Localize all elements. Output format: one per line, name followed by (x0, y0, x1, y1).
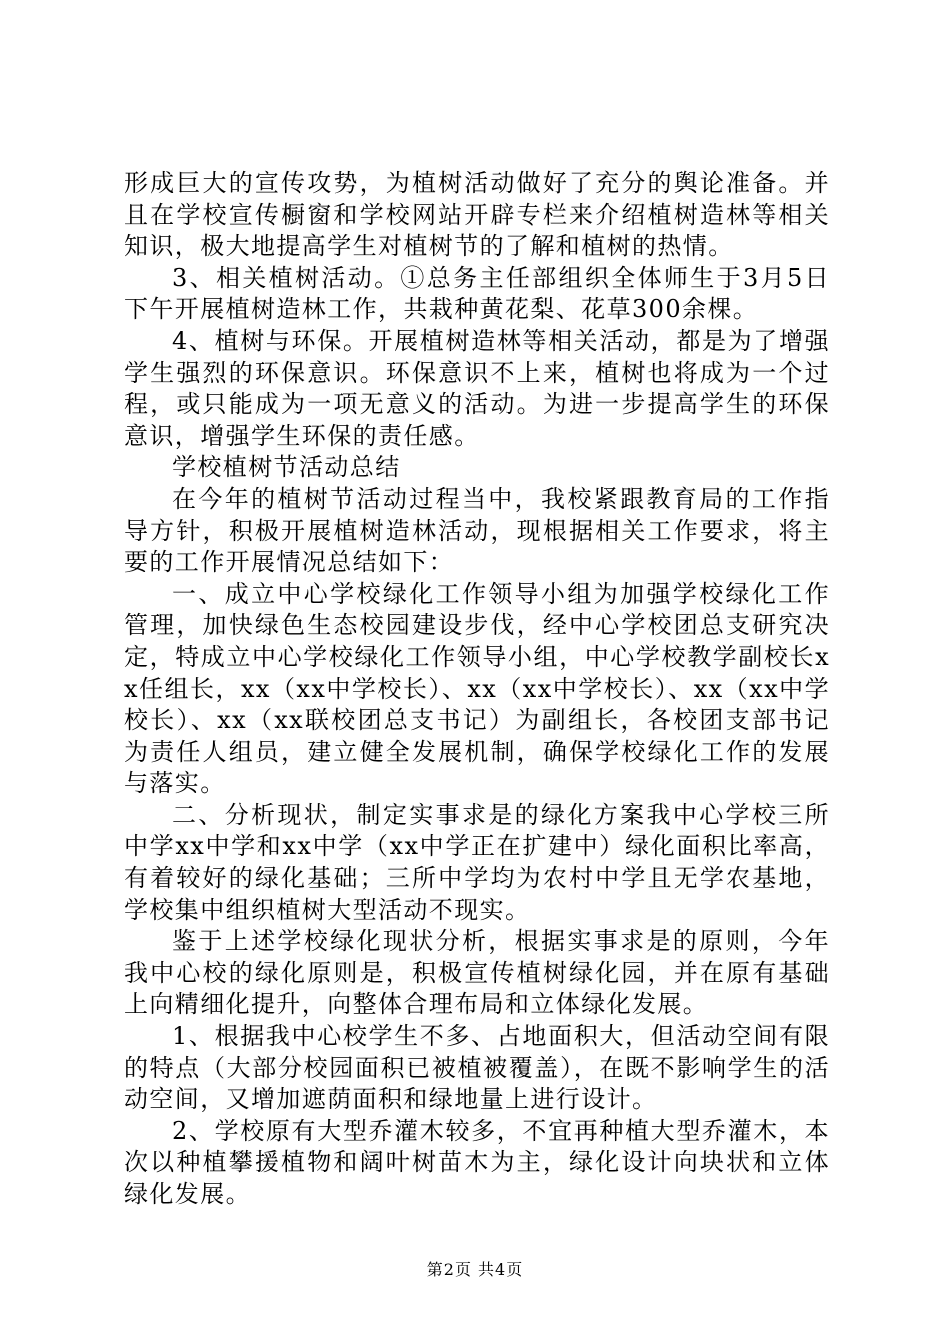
paragraph-propaganda-continued: 形成巨大的宣传攻势，为植树活动做好了充分的舆论准备。并且在学校宣传橱窗和学校网站开辟专栏来介绍植树造林等相关知识，极大地提高学生对植树节的了解和植树的热情。 (124, 169, 830, 261)
paragraph-design-point-1: 1、根据我中心校学生不多、占地面积大，但活动空间有限的特点（大部分校园面积已被植被覆盖），在既不影响学生的活动空间，又增加遮荫面积和绿地量上进行设计。 (124, 1022, 830, 1114)
paragraph-leading-group: 一、成立中心学校绿化工作领导小组为加强学校绿化工作管理，加快绿色生态校园建设步伐，经中心学校团总支研究决定，特成立中心学校绿化工作领导小组，中心学校教学副校长xx任组长，xx（xx中学校长）、xx（xx中学校长）、xx（xx中学校长）、xx（xx联校团总支书记）为副组长，各校团支部书记为责任人组员，建立健全发展机制，确保学校绿化工作的发展与落实。 (124, 579, 830, 798)
page-number-footer: 第2页 共4页 (426, 1260, 524, 1279)
paragraph-status-analysis: 二、分析现状，制定实事求是的绿化方案我中心学校三所中学xx中学和xx中学（xx中学正在扩建中）绿化面积比率高，有着较好的绿化基础；三所中学均为农村中学且无学农基地，学校集中组织植树大型活动不现实。 (124, 800, 830, 924)
section-title: 学校植树节活动总结 (172, 453, 401, 482)
paragraph-summary-intro: 在今年的植树节活动过程当中，我校紧跟教育局的工作指导方针，积极开展植树造林活动，现根据相关工作要求，将主要的工作开展情况总结如下： (124, 484, 830, 577)
paragraph-design-point-2: 2、学校原有大型乔灌木较多，不宜再种植大型乔灌木，本次以种植攀援植物和阔叶树苗木为主，绿化设计向块状和立体绿化发展。 (124, 1116, 830, 1208)
document-body (124, 168, 830, 1211)
paragraph-greening-principle: 鉴于上述学校绿化现状分析，根据实事求是的原则，今年我中心校的绿化原则是，积极宣传植树绿化园，并在原有基础上向精细化提升，向整体合理布局和立体绿化发展。 (124, 927, 830, 1019)
paragraph-tree-planting-activity: 3、相关植树活动。①总务主任部组织全体师生于3月5日下午开展植树造林工作，共栽种黄花梨、花草300余棵。 (124, 263, 830, 324)
paragraph-tree-planting-environment: 4、植树与环保。开展植树造林等相关活动，都是为了增强学生强烈的环保意识。环保意识不上来，植树也将成为一个过程，或只能成为一项无意义的活动。为进一步提高学生的环保意识，增强学生环保的责任感。 (124, 326, 830, 450)
